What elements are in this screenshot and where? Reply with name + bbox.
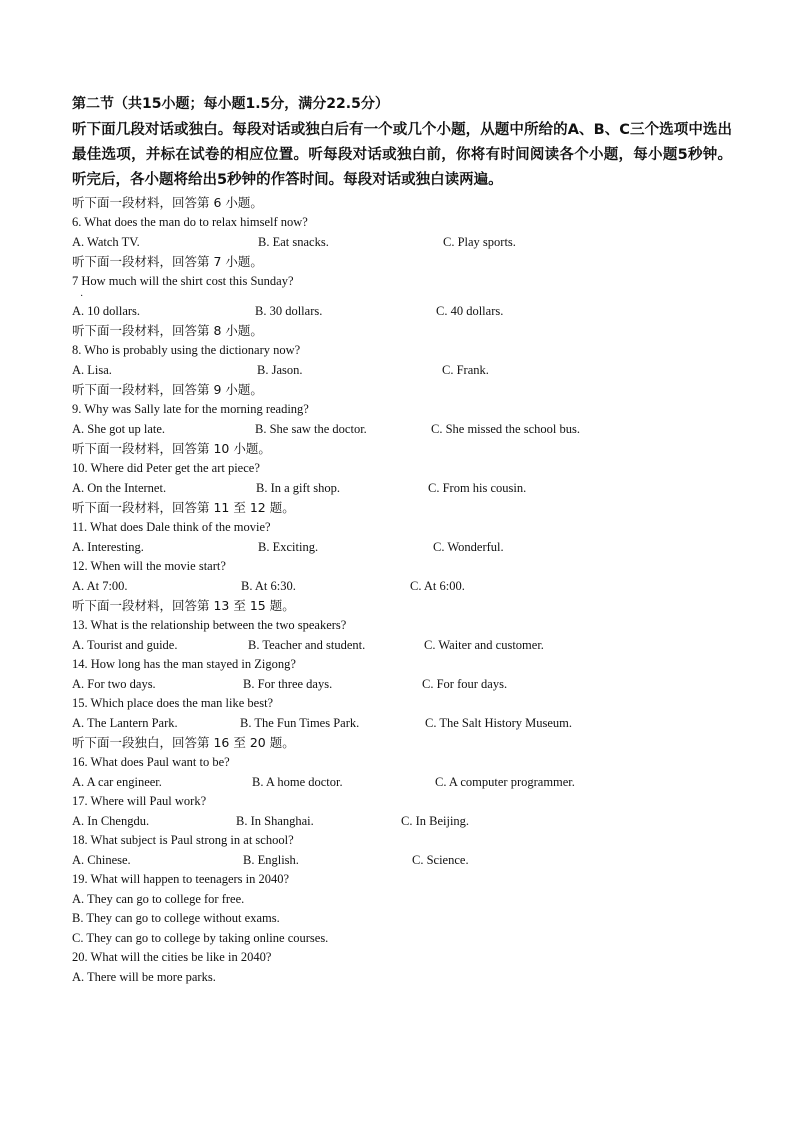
option-9a: A. She got up late. (72, 421, 166, 436)
options-16 (72, 773, 732, 793)
option-8a: A. Lisa. (72, 362, 112, 377)
option-15c: C. The Salt History Museum. (425, 715, 572, 730)
option-19b: B. They can go to college without exams. (72, 911, 280, 925)
option-16c: C. A computer programmer. (435, 774, 575, 789)
option-6b: B. Eat snacks. (258, 234, 329, 249)
option-6c: C. Play sports. (443, 234, 516, 249)
question-13: 13. What is the relationship between the two speakers? (72, 618, 347, 632)
option-11a: A. Interesting. (72, 539, 144, 554)
option-9c: C. She missed the school bus. (431, 421, 580, 436)
question-17: 17. Where will Paul work? (72, 794, 207, 808)
option-15b: B. The Fun Times Park. (240, 715, 360, 730)
option-12b: B. At 6:30. (241, 578, 296, 593)
option-8b: B. Jason. (257, 362, 303, 377)
option-13a: A. Tourist and guide. (72, 637, 178, 652)
options-15 (72, 714, 732, 734)
question-20: 20. What will the cities be like in 2040? (72, 950, 272, 964)
material-prompt-11-12: 听下面一段材料，回答第 11 至 12 题。 (72, 500, 295, 515)
option-16b: B. A home doctor. (252, 774, 343, 789)
question-14: 14. How long has the man stayed in Zigong? (72, 657, 296, 671)
option-7a: A. 10 dollars. (72, 303, 141, 318)
question-15: 15. Which place does the man like best? (72, 696, 274, 710)
section-instructions: 听下面几段对话或独白。每段对话或独白后有一个或几个小题，从题中所给的A、B、C三个选项中选出最佳选项，并标在试卷的相应位置。听每段对话或独白前，你将有时间阅读各个小题，每小题5秒钟。听完后，各小题将给出5秒钟的作答时间。每段对话或独白读两遍。 (72, 122, 732, 188)
option-15a: A. The Lantern Park. (72, 715, 178, 730)
stray-mark: · (80, 290, 84, 302)
option-11b: B. Exciting. (258, 539, 319, 554)
options-11 (72, 538, 732, 558)
option-10c: C. From his cousin. (428, 480, 527, 495)
option-14c: C. For four days. (422, 676, 508, 691)
option-7b: B. 30 dollars. (255, 303, 323, 318)
question-19: 19. What will happen to teenagers in 2040? (72, 872, 290, 886)
option-10b: B. In a gift shop. (256, 480, 341, 495)
options-9 (72, 420, 732, 440)
option-16a: A. A car engineer. (72, 774, 162, 789)
material-prompt-10: 听下面一段材料，回答第 10 小题。 (72, 441, 271, 456)
material-prompt-16-20: 听下面一段独白，回答第 16 至 20 题。 (72, 735, 295, 750)
options-14 (72, 675, 732, 695)
option-13c: C. Waiter and customer. (424, 637, 544, 652)
question-18: 18. What subject is Paul strong in at school? (72, 833, 294, 847)
option-14b: B. For three days. (243, 676, 333, 691)
options-12 (72, 577, 732, 597)
option-17b: B. In Shanghai. (236, 813, 314, 828)
question-16: 16. What does Paul want to be? (72, 755, 230, 769)
options-18 (72, 851, 732, 871)
question-9: 9. Why was Sally late for the morning reading? (72, 402, 309, 416)
option-18b: B. English. (243, 852, 299, 867)
options-17 (72, 812, 732, 832)
option-13b: B. Teacher and student. (248, 637, 366, 652)
option-7c: C. 40 dollars. (436, 303, 504, 318)
option-19a: A. They can go to college for free. (72, 891, 245, 906)
question-7: 7 How much will the shirt cost this Sunday? (72, 274, 294, 288)
options-13 (72, 636, 732, 656)
question-8: 8. Who is probably using the dictionary now? (72, 343, 301, 357)
material-prompt-6: 听下面一段材料，回答第 6 小题。 (72, 195, 263, 210)
question-12: 12. When will the movie start? (72, 559, 226, 573)
options-8 (72, 361, 732, 381)
option-18c: C. Science. (412, 852, 469, 867)
options-6 (72, 233, 732, 253)
material-prompt-8: 听下面一段材料，回答第 8 小题。 (72, 323, 263, 338)
material-prompt-9: 听下面一段材料，回答第 9 小题。 (72, 382, 263, 397)
question-6: 6. What does the man do to relax himself now? (72, 215, 308, 229)
question-10: 10. Where did Peter get the art piece? (72, 461, 260, 475)
option-14a: A. For two days. (72, 676, 156, 691)
material-prompt-7: 听下面一段材料，回答第 7 小题。 (72, 254, 263, 269)
question-11: 11. What does Dale think of the movie? (72, 520, 271, 534)
option-12a: A. At 7:00. (72, 578, 128, 593)
option-12c: C. At 6:00. (410, 578, 465, 593)
option-10a: A. On the Internet. (72, 480, 167, 495)
exam-page (72, 92, 732, 987)
options-7 (72, 302, 732, 322)
option-6a: A. Watch TV. (72, 234, 140, 249)
option-11c: C. Wonderful. (433, 539, 504, 554)
option-8c: C. Frank. (442, 362, 489, 377)
option-17c: C. In Beijing. (401, 813, 470, 828)
material-prompt-13-15: 听下面一段材料，回答第 13 至 15 题。 (72, 598, 295, 613)
option-20a: A. There will be more parks. (72, 969, 216, 984)
option-9b: B. She saw the doctor. (255, 421, 367, 436)
section-title: 第二节（共15小题；每小题1.5分，满分22.5分） (72, 96, 389, 112)
option-19c: C. They can go to college by taking online courses. (72, 930, 329, 945)
option-17a: A. In Chengdu. (72, 813, 150, 828)
option-18a: A. Chinese. (72, 852, 131, 867)
options-10 (72, 479, 732, 499)
